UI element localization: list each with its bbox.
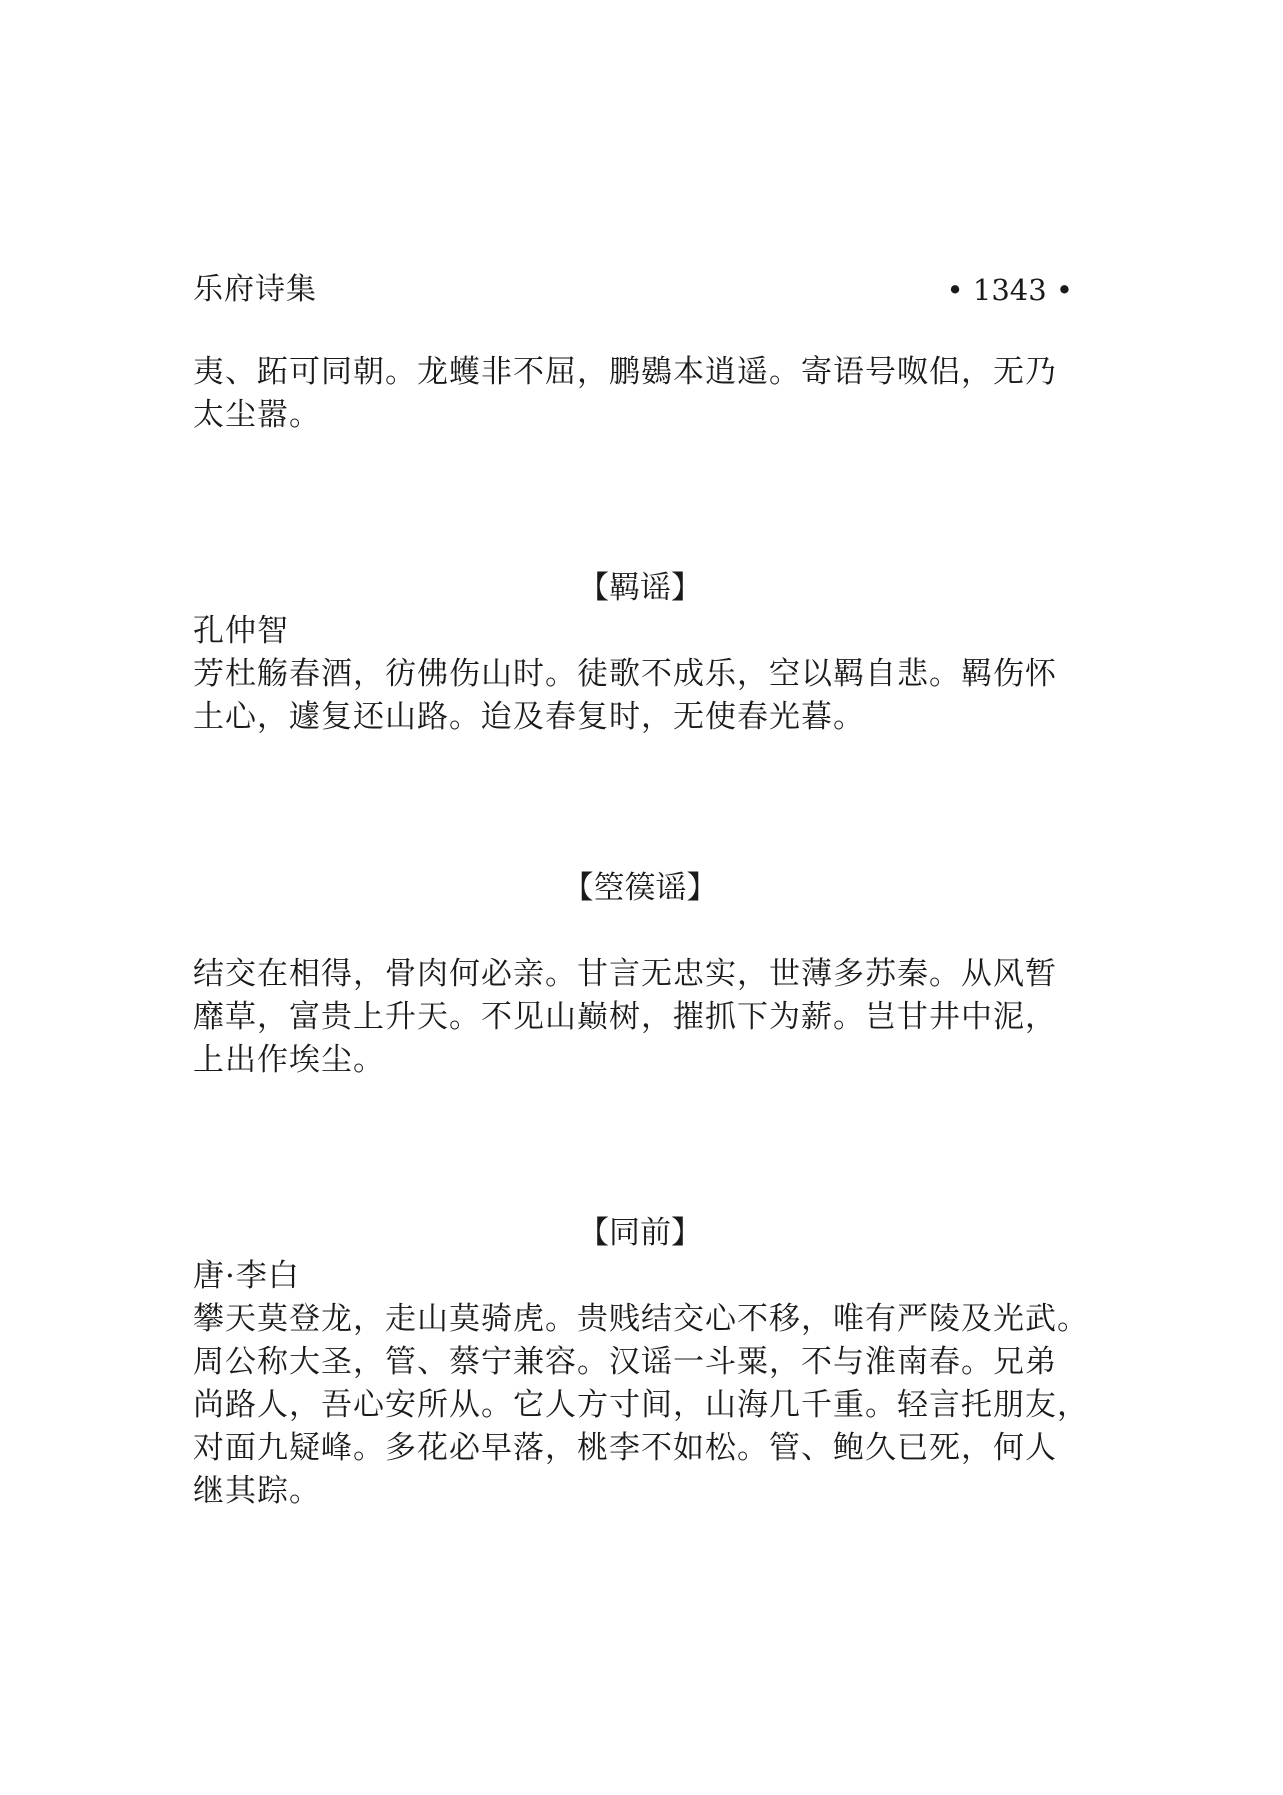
- running-header: [193, 270, 1073, 310]
- section-heading-3: 【同前】: [578, 1215, 702, 1251]
- section-text-2: 结交在相得，骨肉何必亲。甘言无忠实，世薄多苏秦。从风暂 靡草，富贵上升天。不见山巅树，摧抓下为薪。岂甘井中泥， 上出作埃尘。: [193, 956, 1057, 1078]
- section-heading-1: 【羁谣】: [578, 570, 702, 606]
- section-author-1: 孔仲智: [193, 613, 289, 649]
- section-author-3: 唐·李白: [193, 1258, 300, 1294]
- section-text-3: 攀天莫登龙，走山莫骑虎。贵贱结交心不移，唯有严陵及光武。 周公称大圣，管、蔡宁兼容。汉谣一斗粟，不与淮南春。兄弟 尚路人，吾心安所从。它人方寸间，山海几千重。轻言托朋友， 对面九疑峰。多花必早落，桃李不如松。管、鲍久已死，何人 继其踪。: [193, 1301, 1089, 1509]
- section-heading-2: 【箜篌谣】: [562, 870, 718, 906]
- book-title: 乐府诗集: [193, 272, 317, 307]
- page-number: • 1343 •: [946, 273, 1073, 307]
- intro-paragraph: 夷、跖可同朝。龙蠖非不屈，鹏鷃本逍遥。寄语号呶侣，无乃 太尘嚣。: [193, 354, 1057, 433]
- section-text-1: 芳杜觞春酒，彷佛伤山时。徒歌不成乐，空以羁自悲。羁伤怀 土心，遽复还山路。迨及春复时，无使春光暮。: [193, 656, 1057, 735]
